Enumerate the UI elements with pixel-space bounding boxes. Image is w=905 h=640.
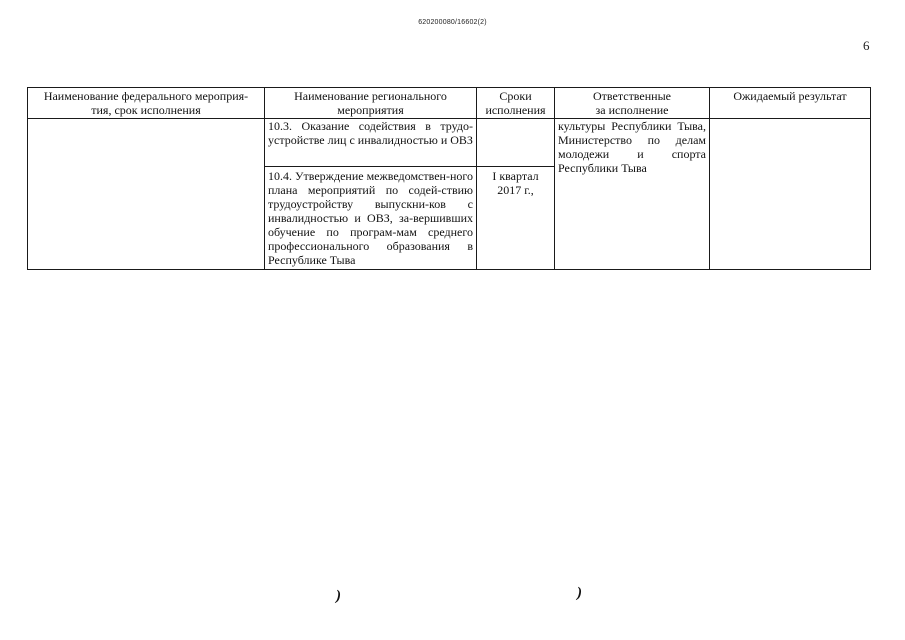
document-id: 620200080/16602(2): [418, 19, 487, 26]
header-line: за исполнение: [595, 103, 669, 117]
header-line: исполнения: [485, 103, 546, 117]
header-expected-result: [710, 88, 871, 119]
header-responsible: [555, 88, 710, 119]
header-line: Ответственные: [593, 89, 671, 103]
header-line: тия, срок исполнения: [91, 103, 201, 117]
events-table: [27, 87, 871, 270]
handwritten-mark: ): [577, 585, 582, 601]
regional-event-cell: 10.4. Утверждение межведомствен-ного плана мероприятий по содей-ствию трудоустройству выпускни-ков с инвалидностью и ОВЗ, за-вершивших обучение по програм-мам среднего профессионального образования в Республике Тыва: [265, 167, 477, 270]
deadline-cell: [477, 119, 555, 167]
header-line: Сроки: [499, 89, 532, 103]
header-regional-event: [265, 88, 477, 119]
header-line: Наименование федерального мероприя-: [43, 89, 249, 103]
header-line: Ожидаемый результат: [733, 89, 847, 103]
expected-result-cell: [710, 119, 871, 270]
header-deadline: [477, 88, 555, 119]
header-line: Наименование регионального: [294, 89, 447, 103]
handwritten-mark: ): [336, 588, 341, 604]
table-row: [28, 119, 871, 167]
federal-event-cell: [28, 119, 265, 270]
header-line: мероприятия: [337, 103, 404, 117]
deadline-cell: I квартал 2017 г.,: [477, 167, 555, 270]
table-header-row: [28, 88, 871, 119]
regional-event-cell: 10.3. Оказание содействия в трудо-устройстве лиц с инвалидностью и ОВЗ: [265, 119, 477, 167]
header-federal-event: [28, 88, 265, 119]
responsible-cell: культуры Республики Тыва, Министерство по делам молодежи и спорта Республики Тыва: [555, 119, 710, 270]
page-number: 6: [863, 38, 870, 53]
